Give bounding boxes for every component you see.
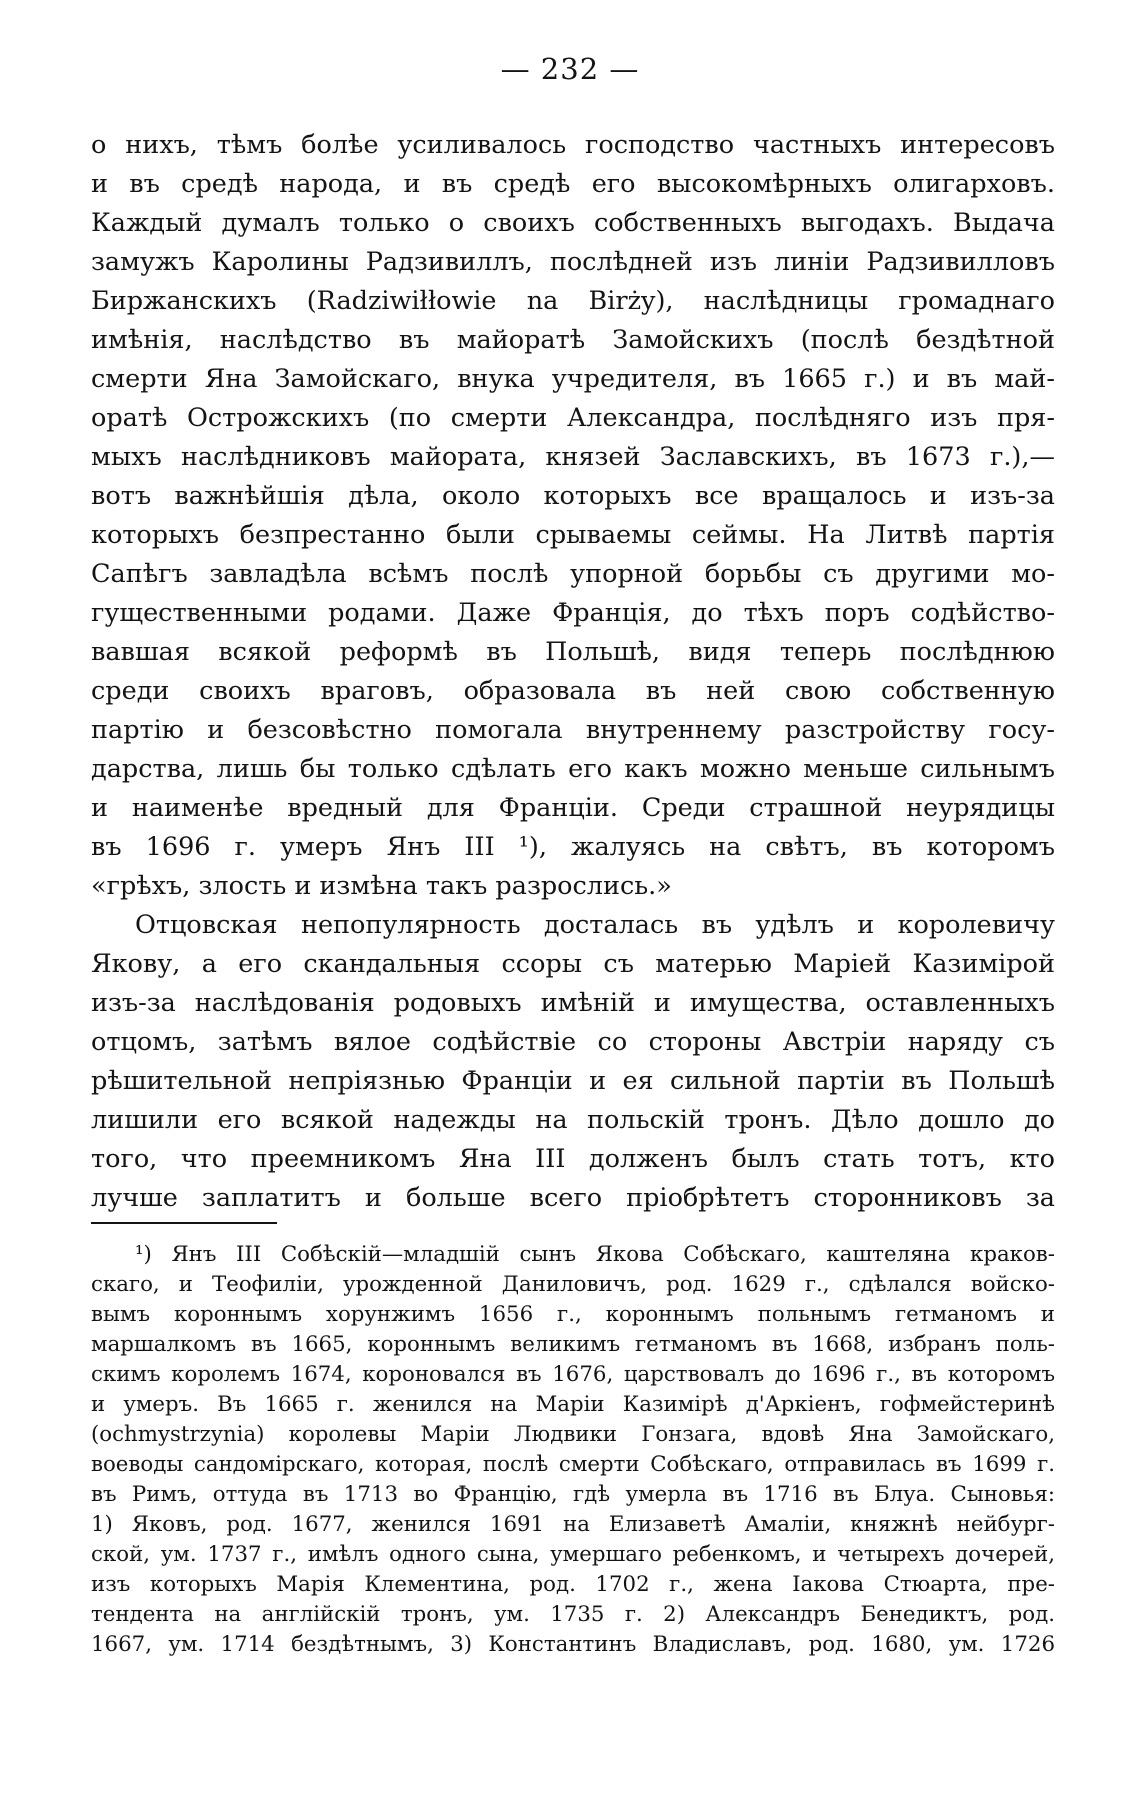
footnote-line: тендента на англійскій тронъ, ум. 1735 г. 2) Александръ Бенедиктъ, род.: [91, 1602, 1055, 1627]
footnote-line: скаго, и Теофиліи, урожденной Даниловичъ, род. 1629 г., сдѣлался войско-: [91, 1272, 1055, 1297]
body-line: и въ средѣ народа, и въ средѣ его высокомѣрныхъ олигарховъ.: [91, 169, 1055, 199]
body-line: рѣшительной непріязнью Франціи и ея сильной партіи въ Польшѣ: [91, 1066, 1055, 1096]
body-line: того, что преемникомъ Яна III долженъ былъ стать тотъ, кто: [91, 1144, 1055, 1174]
body-line: о нихъ, тѣмъ болѣе усиливалось господство частныхъ интересовъ: [91, 130, 1055, 160]
page-number: — 232 —: [500, 52, 640, 86]
body-line: отцомъ, затѣмъ вялое содѣйствіе со стороны Австріи наряду съ: [91, 1027, 1055, 1057]
body-line: оратѣ Острожскихъ (по смерти Александра, послѣдняго изъ пря-: [91, 403, 1055, 433]
footnote-line: 1667, ум. 1714 бездѣтнымъ, 3) Константинъ Владиславъ, род. 1680, ум. 1726: [91, 1632, 1055, 1657]
footnote-line: 1) Яковъ, род. 1677, женился 1691 на Елизаветѣ Амаліи, княжнѣ нейбург-: [91, 1512, 1055, 1537]
body-line: дарства, лишь бы только сдѣлать его какъ можно меньше сильнымъ: [91, 754, 1055, 784]
footnote-line: скимъ королемъ 1674, короновался въ 1676, царствовалъ до 1696 г., въ которомъ: [91, 1362, 1055, 1387]
footnote-line: вымъ короннымъ хорунжимъ 1656 г., короннымъ польнымъ гетманомъ и: [91, 1302, 1055, 1327]
body-line: Сапѣгъ завладѣла всѣмъ послѣ упорной борьбы съ другими мо-: [91, 559, 1055, 589]
footnote-line: воеводы сандомірскаго, которая, послѣ смерти Собѣскаго, отправилась въ 1699 г.: [91, 1452, 1055, 1477]
footnote-line: изъ которыхъ Марія Клементина, род. 1702 г., жена Іакова Стюарта, пре-: [91, 1572, 1055, 1597]
body-line: которыхъ безпрестанно были срываемы сеймы. На Литвѣ партія: [91, 520, 1055, 550]
paragraph-first-line: Отцовская непопулярность досталась въ удѣлъ и королевичу: [135, 910, 1055, 940]
footnote-line: (ochmystrzynia) королевы Маріи Людвики Гонзага, вдовѣ Яна Замойскаго,: [91, 1422, 1055, 1447]
body-line: смерти Яна Замойскаго, внука учредителя, въ 1665 г.) и въ май-: [91, 364, 1055, 394]
body-line: лишили его всякой надежды на польскій тронъ. Дѣло дошло до: [91, 1105, 1055, 1135]
footnote-line: въ Римъ, оттуда въ 1713 во Францію, гдѣ умерла въ 1716 въ Блуа. Сыновья:: [91, 1482, 1055, 1507]
footnote-line: ¹) Янъ III Собѣскій—младшій сынъ Якова Собѣскаго, каштеляна краков-: [135, 1242, 1055, 1267]
body-line: замужъ Каролины Радзивиллъ, послѣдней изъ линіи Радзивилловъ: [91, 247, 1055, 277]
body-line: лучше заплатитъ и больше всего пріобрѣтетъ сторонниковъ за: [91, 1183, 1055, 1213]
body-line: имѣнія, наслѣдство въ майоратѣ Замойскихъ (послѣ бездѣтной: [91, 325, 1055, 355]
body-line: и наименѣе вредный для Франціи. Среди страшной неурядицы: [91, 793, 1055, 823]
body-line: гущественными родами. Даже Франція, до тѣхъ поръ содѣйство-: [91, 598, 1055, 628]
body-line: мыхъ наслѣдниковъ майората, князей Заславскихъ, въ 1673 г.),—: [91, 442, 1055, 472]
footnote-line: ской, ум. 1737 г., имѣлъ одного сына, умершаго ребенкомъ, и четырехъ дочерей,: [91, 1542, 1055, 1567]
body-line: партію и безсовѣстно помогала внутреннему разстройству госу-: [91, 715, 1055, 745]
body-line: вотъ важнѣйшія дѣла, около которыхъ все вращалось и изъ-за: [91, 481, 1055, 511]
body-line: въ 1696 г. умеръ Янъ III ¹), жалуясь на свѣтъ, въ которомъ: [91, 832, 1055, 862]
body-line: Биржанскихъ (Radziwiłłowie na Birży), наслѣдницы громаднаго: [91, 286, 1055, 316]
body-line: Якову, а его скандальныя ссоры съ матерью Маріей Казимірой: [91, 949, 1055, 979]
body-line: Каждый думалъ только о своихъ собственныхъ выгодахъ. Выдача: [91, 208, 1055, 238]
body-line: «грѣхъ, злость и измѣна такъ разрослись.»: [91, 871, 672, 901]
footnote-line: и умеръ. Въ 1665 г. женился на Маріи Казимірѣ д'Аркіенъ, гофмейстеринѣ: [91, 1392, 1055, 1417]
body-line: вавшая всякой реформѣ въ Польшѣ, видя теперь послѣднюю: [91, 637, 1055, 667]
body-line: изъ-за наслѣдованія родовыхъ имѣній и имущества, оставленныхъ: [91, 988, 1055, 1018]
footnote-line: маршалкомъ въ 1665, короннымъ великимъ гетманомъ въ 1668, избранъ поль-: [91, 1332, 1055, 1357]
body-line: среди своихъ враговъ, образовала въ ней свою собственную: [91, 676, 1055, 706]
footnote-divider: [91, 1222, 277, 1224]
